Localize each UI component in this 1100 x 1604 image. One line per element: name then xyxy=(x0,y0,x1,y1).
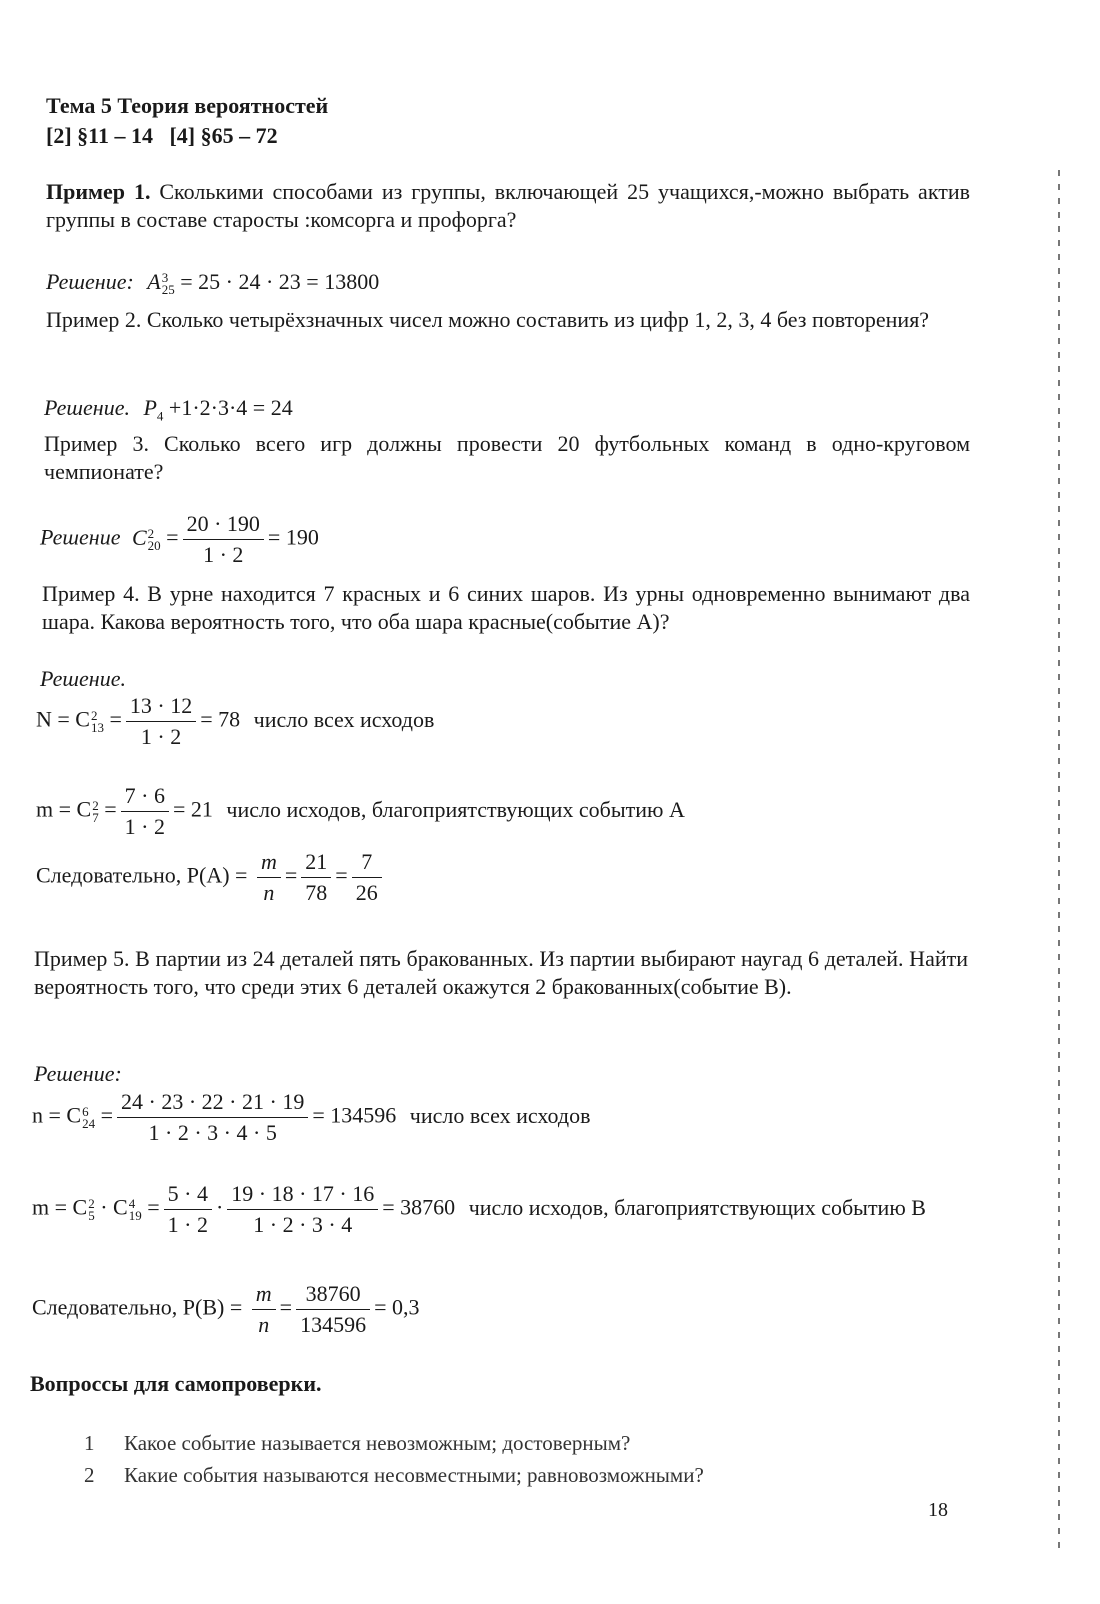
example-3-solution: Решение C 2 20 = $\frac{20 \cdot 190}{1 \cdot 2}$ = 190 xyxy=(40,511,319,567)
example-1-label: Пример 1. xyxy=(46,179,151,204)
example-4-probability: Следовательно, Р(А) = $\frac{m}{n}$ = $\frac{21}{78}$ = $\frac{7}{26}$ xyxy=(36,850,386,905)
example-2: Пример 2. Сколько четырёхзначных чисел можно составить из цифр 1, 2, 3, 4 без повторения? xyxy=(46,307,930,332)
example-4: Пример 4. В урне находится 7 красных и 6 синих шаров. Из урны одновременно вынимают два шара. Какова вероятность того, что оба шара красные(событие А)? xyxy=(42,581,970,634)
fraction: $\frac{20 \cdot 190}{1 \cdot 2}$ xyxy=(183,512,264,567)
scan-edge-line xyxy=(1058,170,1060,1550)
solution-expression: = 25 · 24 · 23 = 13800 xyxy=(180,269,380,294)
questions-title: Вопроссы для самопроверки. xyxy=(30,1371,322,1396)
example-5-total-outcomes: n = C 6 24 = $\frac{24 \cdot 23 \cdot 22 \cdot 21 \cdot 19}{1 \cdot 2 \cdot 3 \cdot 4 \cdot 5}$ = 134596 число всех исходов xyxy=(32,1089,591,1145)
permutation-symbol: A xyxy=(147,269,161,294)
example-5-probability: Следовательно, Р(В) = $\frac{m}{n}$ = $\frac{38760}{134596}$ = 0,3 xyxy=(32,1281,420,1337)
example-3: Пример 3. Сколько всего игр должны провести 20 футбольных команд в одно-круговом чемпионате? xyxy=(44,431,970,484)
solution-label: Решение. xyxy=(40,666,126,691)
question-item: 2 Какие события называются несовместными; равновозможными? xyxy=(84,1463,704,1487)
solution-label: Решение: xyxy=(46,269,134,294)
example-5: Пример 5. В партии из 24 деталей пять бракованных. Из партии выбирают наугад 6 деталей. Найти вероятность того, что среди этих 6 деталей окажутся 2 бракованных(событие В). xyxy=(34,946,968,999)
example-1-text: Сколькими способами из группы, включающей 25 учащихся,-можно выбрать актив группы в составе старосты :комсорга и профорга? xyxy=(46,179,970,232)
example-4-total-outcomes: N = C 2 13 = $\frac{13 \cdot 12}{1 \cdot 2}$ = 78 число всех исходов xyxy=(36,693,435,749)
references: [2] §11 – 14 [4] §65 – 72 xyxy=(46,123,278,148)
a-indices: 3 25 xyxy=(161,269,175,297)
example-5-favorable-outcomes: m = C 2 5 · C 4 19 = $\frac{5 \cdot 4}{1 \cdot 2}$ · $\frac{19 \cdot 18 \cdot 17 \cdot 16}{1 \cdot 2 \cdot 3 \cdot 4}$ = 38760 число исходов, благоприятствующих событию В xyxy=(32,1181,926,1237)
question-item: 1 Какое событие называется невозможным; достоверным? xyxy=(84,1431,631,1455)
example-1-solution xyxy=(46,268,379,296)
example-2-solution: Решение. $P_4 +1\cdot 2\cdot 3\cdot 4 = 24$ xyxy=(44,395,293,424)
solution-label: Решение. xyxy=(44,395,130,420)
example-1 xyxy=(46,178,970,234)
solution-label: Решение: xyxy=(34,1061,122,1086)
page-number: 18 xyxy=(928,1499,948,1521)
solution-expression: +1·2·3·4 = 24 xyxy=(168,395,293,420)
example-4-favorable-outcomes: m = C 2 7 = $\frac{7 \cdot 6}{1 \cdot 2}$ = 21 число исходов, благоприятствующих событию А xyxy=(36,783,685,839)
topic-title: Тема 5 Теория вероятностей xyxy=(46,93,329,118)
solution-label: Решение xyxy=(40,524,121,550)
